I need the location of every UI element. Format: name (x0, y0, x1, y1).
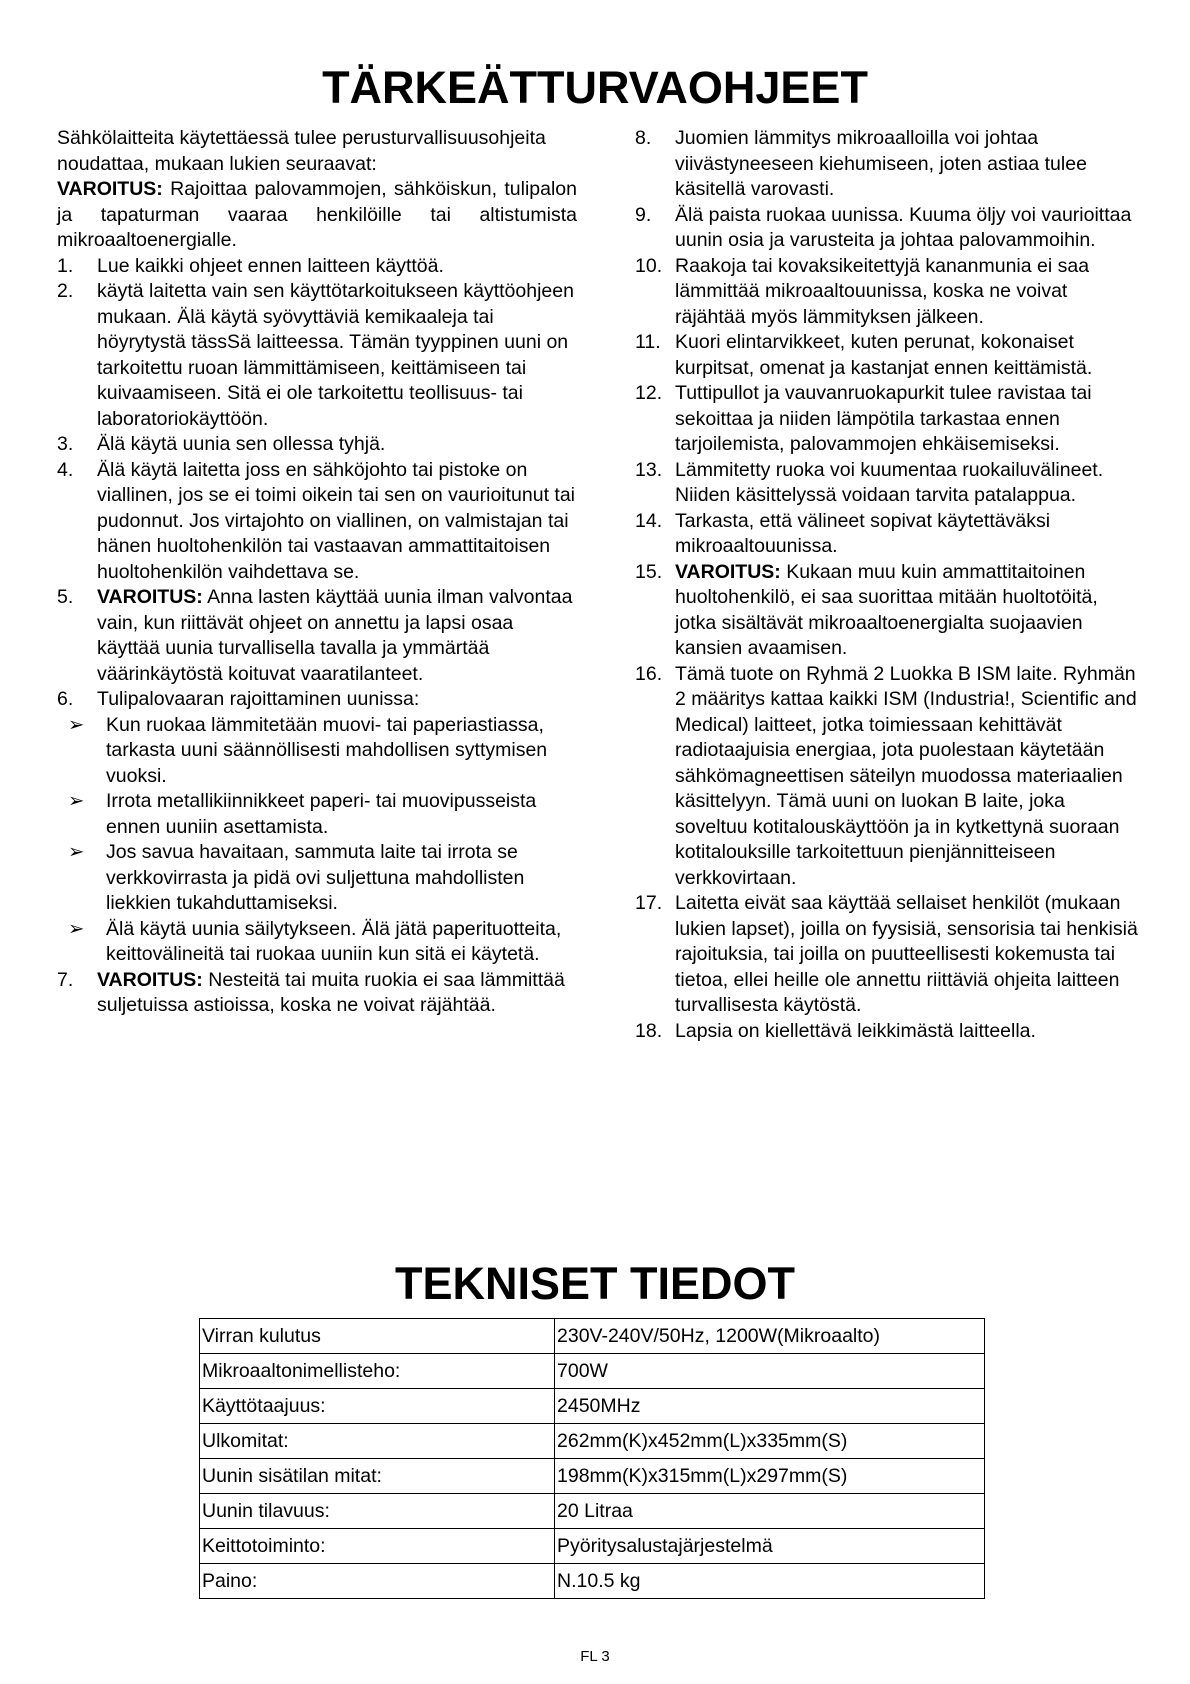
item-text: Älä paista ruokaa uunissa. Kuuma öljy voi vaurioittaa uunin osia ja varusteita ja johtaa palovammoihin. (675, 203, 1132, 251)
bullet-item (57, 917, 577, 968)
spec-label: Uunin tilavuus: (200, 1494, 555, 1529)
list-item (635, 662, 1140, 892)
right-column (635, 126, 1140, 1044)
spec-value: 198mm(K)x315mm(L)x297mm(S) (555, 1459, 985, 1494)
spec-value: 20 Litraa (555, 1494, 985, 1529)
item-number: 12. (635, 382, 663, 404)
safety-title: TÄRKEÄTTURVAOHJEET (322, 62, 868, 113)
item-number: 15. (635, 560, 663, 583)
arrow-bullet-icon: ➢ (68, 917, 85, 940)
arrow-bullet-icon: ➢ (68, 713, 85, 736)
item-number: 3. (57, 433, 74, 455)
item-text: Nesteitä tai muita ruokia ei saa lämmittää suljetuissa astioissa, koska ne voivat räjähtää. (97, 968, 565, 1016)
page-number: FL 3 (580, 1648, 610, 1665)
item-text: Tämä tuote on Ryhmä 2 Luokka B ISM laite. Ryhmän 2 määritys kattaa kaikki ISM (Industria!, Scientific and Medical) laitteet, jotka toimiessaan kehittävät radiotaajuisia energiaa, jota puolestaan käytetään sähkömagneettisen säteilyn muodossa materiaalien käsittelyyn. Tämä uuni on luokan B laite, joka soveltuu kotitalouskäyttöön ja in kytkettynä suoraan kotitalouksille tarkoitettuun pienjännitteiseen verkkovirtaan. (675, 662, 1137, 889)
list-item (635, 1019, 1140, 1045)
spec-label: Uunin sisätilan mitat: (200, 1459, 555, 1494)
item-number: 9. (635, 203, 652, 226)
table-row (200, 1389, 985, 1424)
item-warning-label: VAROITUS: (675, 560, 781, 583)
item-number: 17. (635, 892, 663, 914)
specs-table (199, 1318, 985, 1599)
spec-label: Keittotoiminto: (200, 1529, 555, 1564)
spec-value: 262mm(K)x452mm(L)x335mm(S) (555, 1424, 985, 1459)
item-number: 5. (57, 586, 74, 608)
item-text: Kukaan muu kuin ammattitaitoinen huoltohenkilö, ei saa suorittaa mitään huoltotöitä, jotka sisältävät mikroaaltoenergialta suojaavien kansien avaamisen. (675, 560, 1098, 659)
bullet-text: Jos savua havaitaan, sammuta laite tai irrota se verkkovirrasta ja pidä ovi suljettuna mahdollisten liekkien tukahduttamiseksi. (106, 841, 525, 914)
bullet-text: Älä käytä uunia säilytykseen. Älä jätä paperituotteita, keittovälineitä tai ruokaa uuniin kun sitä ei käytetä. (106, 917, 562, 965)
spec-label: Käyttötaajuus: (200, 1389, 555, 1424)
item-number: 14. (635, 509, 663, 532)
item-text: Juomien lämmitys mikroaalloilla voi johtaa viivästyneeseen kiehumiseen, joten astiaa tulee käsitellä varovasti. (675, 127, 1087, 200)
spec-value: 2450MHz (555, 1389, 985, 1424)
list-item (57, 687, 577, 713)
spec-label: Ulkomitat: (200, 1424, 555, 1459)
list-item (57, 254, 577, 280)
list-item (635, 509, 1140, 560)
spec-value: N.10.5 kg (555, 1564, 985, 1599)
item-text: Tulipalovaaran rajoittaminen uunissa: (97, 688, 420, 710)
arrow-bullet-icon: ➢ (68, 841, 85, 863)
intro-text: Sähkölaitteita käytettäessä tulee perusturvallisuusohjeita noudattaa, mukaan lukien seuraavat: (57, 127, 546, 175)
list-item (635, 458, 1140, 509)
table-row (200, 1529, 985, 1564)
list-item (57, 432, 577, 458)
arrow-bullet-icon: ➢ (68, 790, 85, 812)
spec-label: Paino: (200, 1564, 555, 1599)
list-item (635, 203, 1140, 254)
spec-label: Mikroaaltonimellisteho: (200, 1354, 555, 1389)
bullet-item (57, 713, 577, 790)
item-number: 2. (57, 280, 74, 302)
specs-title: TEKNISET TIEDOT (394, 1258, 795, 1309)
item-warning-label: VAROITUS: (97, 968, 203, 991)
item-number: 6. (57, 688, 74, 710)
warning-label: VAROITUS: (57, 178, 163, 200)
table-row (200, 1354, 985, 1389)
list-item (635, 330, 1140, 381)
item-text: Lue kaikki ohjeet ennen laitteen käyttöä. (97, 254, 444, 277)
bullet-item (57, 840, 577, 917)
list-item (635, 891, 1140, 1019)
bullet-item (57, 789, 577, 840)
item-text: Lämmitetty ruoka voi kuumentaa ruokailuvälineet. Niiden käsittelyssä voidaan tarvita patalappua. (675, 458, 1104, 506)
bullet-text: Kun ruokaa lämmitetään muovi- tai paperiastiassa, tarkasta uuni säännöllisesti mahdollisen syttymisen vuoksi. (106, 713, 548, 787)
spec-value: Pyöritysalustajärjestelmä (555, 1529, 985, 1564)
item-number: 13. (635, 458, 663, 481)
item-number: 11. (635, 331, 661, 353)
item-text: Raakoja tai kovaksikeitettyjä kananmunia ei saa lämmittää mikroaaltouunissa, koska ne voivat räjähtää myös lämmityksen jälkeen. (675, 254, 1090, 328)
spec-label: Virran kulutus (200, 1319, 555, 1354)
item-number: 18. (635, 1019, 663, 1042)
left-column (57, 126, 577, 1019)
table-row (200, 1319, 985, 1354)
item-text: Tarkasta, että välineet sopivat käytettäväksi mikroaaltouunissa. (675, 509, 1051, 557)
spec-value: 230V-240V/50Hz, 1200W(Mikroaalto) (555, 1319, 985, 1354)
bullet-text: Irrota metallikiinnikkeet paperi- tai muovipusseista ennen uuniin asettamista. (106, 790, 537, 838)
list-item (57, 968, 577, 1019)
item-text: Kuori elintarvikkeet, kuten perunat, kokonaiset kurpitsat, omenat ja kastanjat ennen keittämistä. (675, 331, 1093, 379)
list-item (57, 458, 577, 586)
item-number: 4. (57, 458, 74, 481)
warning-paragraph (57, 177, 577, 254)
item-number: 10. (635, 254, 663, 277)
list-item (635, 254, 1140, 331)
item-number: 7. (57, 968, 74, 991)
table-row (200, 1494, 985, 1529)
item-text: Laitetta eivät saa käyttää sellaiset henkilöt (mukaan lukien lapset), joilla on fyysisiä, sensorisia tai henkisiä rajoituksia, tai joilla on puutteellisesti kokemusta tai tietoa, ellei heille ole annettu riittäviä ohjeita laitteen turvallisesta käytöstä. (675, 892, 1138, 1016)
table-row (200, 1564, 985, 1599)
item-text: Tuttipullot ja vauvanruokapurkit tulee ravistaa tai sekoittaa ja niiden lämpötila tarkastaa ennen tarjoilemista, palovammojen ehkäisemiseksi. (675, 382, 1092, 455)
list-item (635, 126, 1140, 203)
item-text: käytä laitetta vain sen käyttötarkoitukseen käyttöohjeen mukaan. Älä käytä syövyttäviä kemikaaleja tai höyrytystä tässSä laitteessa. Tämän tyyppinen uuni on tarkoitettu ruoan lämmittämiseen, keittämiseen tai kuivaamiseen. Sitä ei ole tarkoitettu teollisuus- tai laboratoriokäyttöön. (97, 280, 574, 430)
warning-text: Rajoittaa palovammojen, sähköiskun, tulipalon ja tapaturman vaaraa henkilöille tai altistumista mikroaaltoenergialle. (57, 178, 577, 251)
item-text: Anna lasten käyttää uunia ilman valvontaa vain, kun riittävät ohjeet on annettu ja lapsi osaa käyttää uunia turvallisella tavalla ja ymmärtää väärinkäytöstä koituvat vaaratilanteet. (97, 586, 573, 685)
list-item (57, 585, 577, 687)
list-item (635, 560, 1140, 662)
item-text: Älä käytä laitetta joss en sähköjohto tai pistoke on viallinen, jos se ei toimi oikein tai sen on vaurioitunut tai pudonnut. Jos virtajohto on viallinen, on valmistajan tai hänen huoltohenkilön tai vastaavan ammattitaitoisen huoltohenkilön vaihdettava se. (97, 458, 576, 583)
table-row (200, 1424, 985, 1459)
item-number: 8. (635, 127, 652, 149)
item-text: Lapsia on kiellettävä leikkimästä laitteella. (675, 1019, 1036, 1042)
table-row (200, 1459, 985, 1494)
spec-value: 700W (555, 1354, 985, 1389)
item-warning-label: VAROITUS: (97, 586, 203, 608)
item-number: 1. (57, 254, 74, 277)
item-number: 16. (635, 662, 663, 685)
list-item (57, 279, 577, 432)
item-text: Älä käytä uunia sen ollessa tyhjä. (97, 433, 386, 455)
list-item (635, 381, 1140, 458)
